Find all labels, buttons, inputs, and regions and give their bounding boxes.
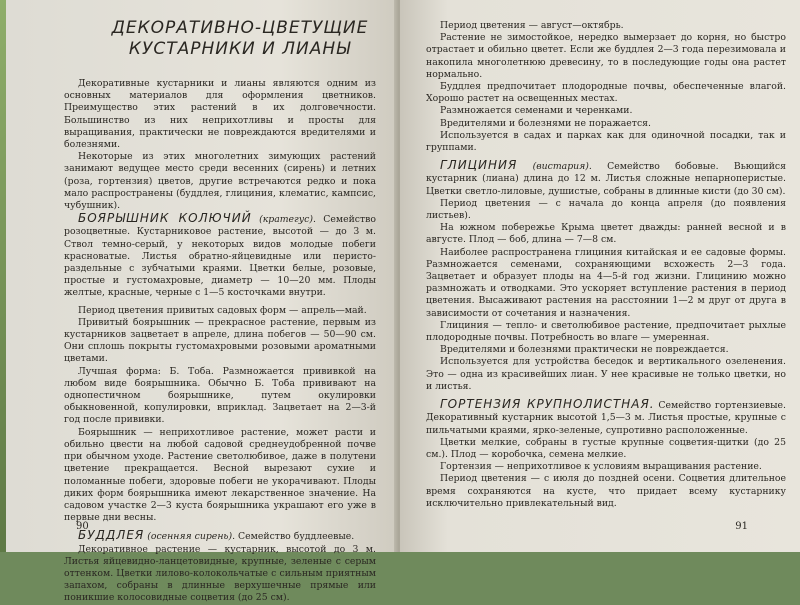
- buddleja-entry: [64, 529, 376, 543]
- paragraph: Декоративное растение — кустарник, высотой до 3 м. Листья яйцевидно-ланцетовидные, крупные, зеленые с серым оттенком. Цветки лилово-колокольчатые с сильным приятным запахом, собраны в длинные верхушечные прямые или поникшие колосовидные соцветия (до 25 см).: [64, 543, 376, 604]
- chapter-title: [104, 18, 376, 60]
- paragraph: Вредителями и болезнями практически не повреждается.: [440, 344, 729, 356]
- paragraph: Вредителями и болезнями не поражается.: [440, 117, 651, 129]
- wisteria-entry: [426, 159, 786, 198]
- title-line: ДЕКОРАТИВНО-ЦВЕТУЩИЕ: [111, 18, 369, 38]
- page-number: 91: [735, 521, 748, 532]
- paragraph: Период цветения привитых садовых форм — апрель—май.: [78, 304, 367, 316]
- paragraph: Период цветения — с июля до поздней осени. Соцветия длительное время сохраняются на кусте, что придает всему кустарнику исключительно привлекательный вид.: [426, 473, 786, 509]
- intro-paragraph: Некоторые из этих многолетних зимующих растений занимают ведущее место среди весенних (сирень) и летних (роза, гортензия) цветов, другие встречаются редко и пока мало распространены (буддлея, глициния, клематис, кампсис, чубушник).: [64, 151, 376, 212]
- paragraph: Цветки мелкие, собраны в густые крупные соцветия-щитки (до 25 см.). Плод — коробочка, семена мелкие.: [426, 436, 786, 460]
- hawthorn-entry: [64, 212, 376, 299]
- paragraph: Размножается семенами и черенками.: [440, 105, 633, 117]
- paragraph: Используется в садах и парках как для одиночной посадки, так и группами.: [426, 129, 786, 154]
- paragraph: На южном побережье Крыма цветет дважды: ранней весной и в августе. Плод — боб, длина — 7—8 см.: [426, 222, 786, 246]
- hawthorn-latin: (кратегус).: [259, 214, 316, 226]
- hydrangea-entry: [426, 398, 786, 437]
- paragraph: Гортензия — неприхотливое к условиям выращивания растение.: [440, 461, 762, 473]
- paragraph: Боярышник — неприхотливое растение, может расти и обильно цвести на любой садовой среднеудобренной почве при обычном уходе. Растение светолюбивое, даже в полутени цветение прекращается. Весной вырезают сухие и поломанные побеги, здоровые побеги не укорачивают. Плоды диких форм боярышника имеют лекарственное значение. На садовом участке 2—3 куста боярышника украшают его уже в первые дни весны.: [64, 426, 376, 524]
- paragraph: Наиболее распространена глициния китайская и ее садовые формы. Размножается семенами, сохраняющими всхожесть 2—3 года. Зацветает и образует плоды на 4—5-й год жизни. Глицинию можно размножать и отводками. Это ускоряет вступление растения в период цветения. Высаживают растения на расстоянии 1—2 м друг от друга в зависимости от сочетания и назначения.: [426, 246, 786, 319]
- open-book: [6, 0, 800, 604]
- buddleja-heading: БУДДЛЕЯ: [78, 528, 145, 543]
- buddleja-family: Семейство буддлеевые.: [235, 531, 355, 543]
- intro-paragraph: Декоративные кустарники и лианы являются одним из основных материалов для оформления цветников. Преимущество этих растений в их долговечности. Большинство из них неприхотливы и просты для выращивания, практически не повреждаются вредителями и болезнями.: [64, 78, 376, 151]
- paragraph: Привитый боярышник — прекрасное растение, первым из кустарников зацветает в апреле, длина побегов — 50—90 см. Они сплошь покрыты густомахровыми розовыми ароматными цветами.: [64, 316, 376, 365]
- right-page: [400, 0, 800, 552]
- hawthorn-description: Семейство розоцветные. Кустарниковое растение, высотой — до 3 м. Ствол темно-серый, у некоторых видов молодые побеги красноватые. Листья обратно-яйцевидные или перисто-раздельные с зубчатыми краями. Цветки белые, розовые, простые и густомахровые, диаметр — 10—20 мм. Плоды желтые, красные, черные с 1—5 косточками внутри.: [64, 214, 376, 299]
- hydrangea-description: Семейство гортензиевые. Декоративный кустарник высотой 1,5—3 м. Листья простые, крупные с пильчатыми краями, ярко-зеленые, супротивно расположенные.: [426, 400, 787, 436]
- paragraph: Лучшая форма: Б. Тоба. Размножается прививкой на любом виде боярышника. Обычно Б. Тоба прививают на однопестичном боярышнике, путем окулировки обыкновенной, копулировки, вприклад. Зацветает на 2—3-й год после прививки.: [64, 365, 376, 426]
- paragraph: Буддлея предпочитает плодородные почвы, обеспеченные влагой. Хорошо растет на освещенных местах.: [426, 81, 786, 105]
- wisteria-note: (вистария).: [532, 161, 592, 173]
- left-page: [6, 0, 398, 604]
- hawthorn-heading: БОЯРЫШНИК КОЛЮЧИЙ: [78, 211, 252, 226]
- wisteria-description: Семейство бобовые. Вьющийся кустарник (лиана) длина до 12 м. Листья сложные непарноперистые. Цветки светло-лиловые, душистые, собраны в длинные кисти (до 30 см).: [426, 161, 786, 197]
- paragraph: Глициния — тепло- и светолюбивое растение, предпочитает рыхлые плодородные почвы. Потребность во влаге — умеренная.: [426, 319, 786, 344]
- paragraph: Период цветения — август—октябрь.: [440, 20, 624, 31]
- hydrangea-heading: ГОРТЕНЗИЯ КРУПНОЛИСТНАЯ.: [440, 397, 655, 412]
- paragraph: Растение не зимостойкое, нередко вымерзает до корня, но быстро отрастает и обильно цветет. Если же буддлея 2—3 года перезимовала и накопила многолетнюю древесину, то в последующие годы она растет нормально.: [426, 32, 786, 80]
- paragraph: Используется для устройства беседок и вертикального озеленения. Это — одна из красивейших лиан. У нее красивые не только цветки, но и листья.: [426, 356, 786, 392]
- paragraph: Период цветения — с начала до конца апреля (до появления листьев).: [426, 197, 786, 222]
- buddleja-note: (осенняя сирень).: [147, 531, 236, 543]
- title-line: КУСТАРНИКИ И ЛИАНЫ: [128, 39, 352, 59]
- wisteria-heading: ГЛИЦИНИЯ: [440, 158, 518, 173]
- page-number: 90: [76, 521, 89, 532]
